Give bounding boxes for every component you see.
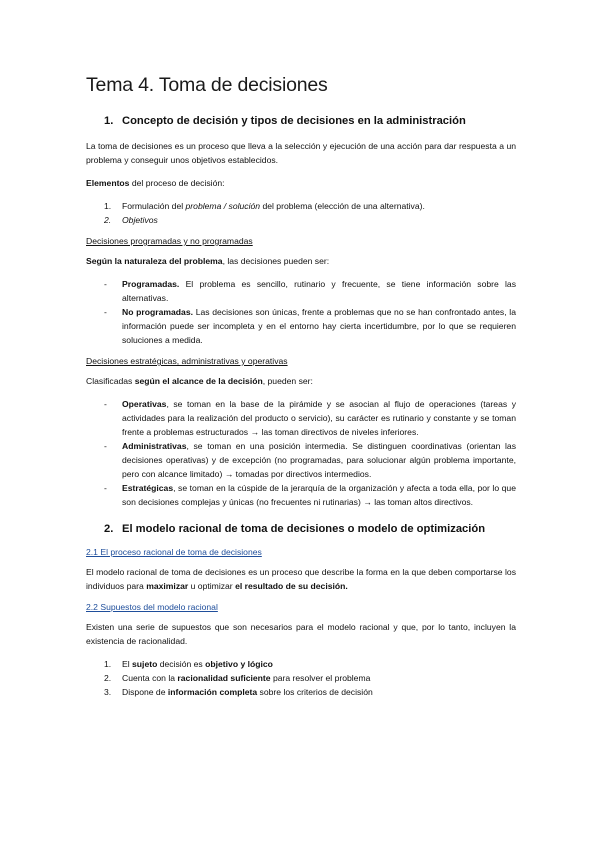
bullet-list [86, 397, 516, 509]
list-number: 3. [104, 687, 112, 697]
text: del problema (elección de una alternativa). [260, 201, 425, 211]
text: del proceso de decisión: [129, 178, 225, 188]
italic-text: problema / solución [185, 201, 261, 211]
numbered-list [86, 199, 516, 227]
page-title: Tema 4. Toma de decisiones [86, 74, 328, 96]
bold-text: Estratégicas [122, 483, 174, 493]
bold-text: Según la naturaleza del problema [86, 256, 223, 266]
text: El problema es sencillo, rutinario y frecuente, se tiene información sobre las alternativas. [122, 279, 516, 303]
list-number: 2. [104, 673, 112, 683]
paragraph [86, 565, 516, 593]
list-item [104, 397, 516, 439]
list-item [104, 199, 516, 213]
bullet: - [104, 483, 107, 493]
section-2-heading [104, 523, 516, 535]
subheading: 2.1 El proceso racional de toma de decisiones [86, 547, 262, 557]
bold-text: maximizar [146, 581, 189, 591]
text: , pueden ser: [262, 376, 313, 386]
bullet: - [104, 399, 107, 409]
paragraph [86, 374, 516, 388]
bold-text: el resultado de su decisión. [235, 581, 348, 591]
bullet: - [104, 307, 107, 317]
list-item [104, 657, 516, 671]
list-item [104, 305, 516, 347]
list-item [104, 671, 516, 685]
text: u optimizar [188, 581, 236, 591]
section-number: 1. [104, 115, 114, 127]
text: El [122, 659, 133, 669]
bold-text: Operativas [122, 399, 167, 409]
paragraph: La toma de decisiones es un proceso que lleva a la selección y ejecución de una acción para dar respuesta a un problema y conseguir unos objetivos establecidos. [86, 141, 516, 165]
subheading: 2.2 Supuestos del modelo racional [86, 602, 218, 612]
text: Formulación del [122, 201, 186, 211]
bold-text: racionalidad suficiente [177, 673, 271, 683]
bold-text: Elementos [86, 178, 130, 188]
text: , se toman en la cúspide de la jerarquía de la organización y afecta a toda ella, por lo que son decisiones complejas y únicas (no frecuentes ni rutinarias) → las toman altos directivos. [122, 483, 516, 507]
text: decisión es [157, 659, 206, 669]
italic-text: Objetivos [122, 215, 158, 225]
numbered-list [86, 657, 516, 699]
paragraph [86, 176, 516, 190]
section-1-heading [104, 115, 516, 127]
section-title: Concepto de decisión y tipos de decisiones en la administración [122, 115, 466, 127]
bullet: - [104, 279, 107, 289]
list-item [104, 439, 516, 481]
list-item [104, 277, 516, 305]
text: , las decisiones pueden ser: [222, 256, 330, 266]
subheading: Decisiones programadas y no programadas [86, 236, 253, 246]
text: , se toman en una posición intermedia. Se distinguen coordinativas (orientan las decisiones operativas) y de excepción (no programadas, para solucionar algún problema importante, pero con alcance limitado) → tomadas por directivos intermedios. [122, 441, 516, 479]
bold-text: según el alcance de la decisión [134, 376, 263, 386]
list-number: 1. [104, 201, 112, 211]
bold-text: objetivo y lógico [205, 659, 273, 669]
subheading: Decisiones estratégicas, administrativas y operativas [86, 356, 288, 366]
bold-text: No programadas. [122, 307, 193, 317]
section-number: 2. [104, 523, 114, 535]
bold-text: Administrativas [122, 441, 187, 451]
text: para resolver el problema [270, 673, 371, 683]
list-item [104, 481, 516, 509]
text: Dispone de [122, 687, 168, 697]
list-number: 1. [104, 659, 112, 669]
paragraph: Existen una serie de supuestos que son necesarios para el modelo racional y que, por lo tanto, incluyen la existencia de racionalidad. [86, 622, 516, 646]
list-item [104, 213, 516, 227]
text: Las decisiones son únicas, frente a problemas que no se han confrontado antes, la información puede ser incompleta y en el entorno hay cierta incertidumbre, por lo que se requieren soluciones a medida. [122, 307, 516, 345]
bullet: - [104, 441, 107, 451]
bold-text: sujeto [132, 659, 158, 669]
bullet-list [86, 277, 516, 347]
bold-text: información completa [167, 687, 258, 697]
list-number: 2. [104, 215, 112, 225]
text: sobre los criterios de decisión [257, 687, 373, 697]
bold-text: Programadas. [122, 279, 180, 289]
text: , se toman en la base de la pirámide y se asocian al flujo de operaciones (tareas y actividades para la realización del producto o servicio), su carácter es rutinario y constante y se toman frente a problemas estructurados → las toman directivos de niveles inferiores. [122, 399, 516, 437]
section-title: El modelo racional de toma de decisiones o modelo de optimización [122, 523, 486, 535]
text: Clasificadas [86, 376, 135, 386]
list-item [104, 685, 516, 699]
paragraph [86, 254, 516, 268]
text: Cuenta con la [122, 673, 178, 683]
text: El modelo racional de toma de decisiones es un proceso que describe la forma en la que deben comportarse los individuos para [86, 567, 516, 591]
